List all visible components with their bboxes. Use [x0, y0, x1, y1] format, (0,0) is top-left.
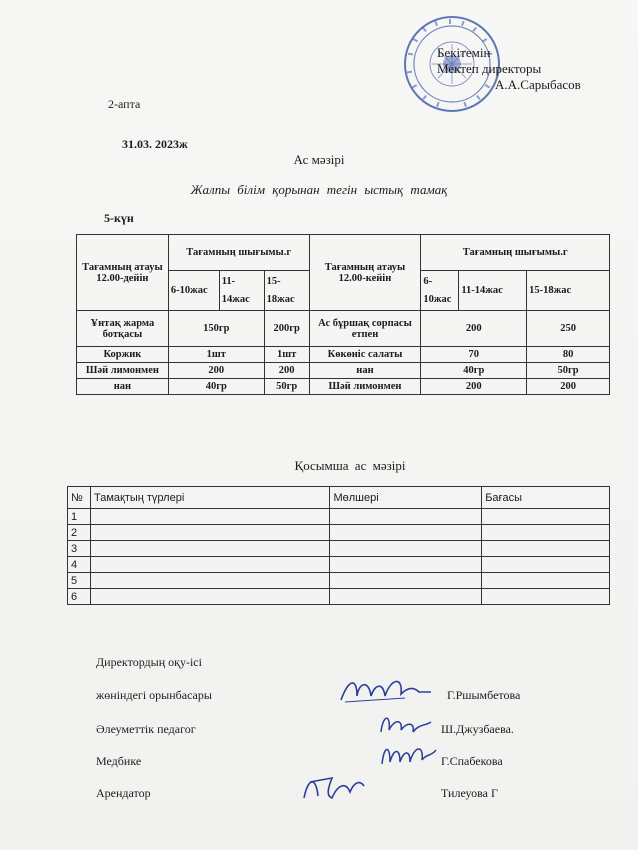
food-name-cell: Шәй лимонмен — [77, 363, 169, 379]
signer-name-2: Ш.Джузбаева. — [441, 722, 514, 736]
approval-line-2: Мектеп директоры — [437, 61, 542, 76]
empty-cell — [482, 557, 610, 573]
approval-line-1: Бекітемін — [437, 45, 491, 60]
table-row — [68, 541, 610, 557]
menu-row — [77, 347, 610, 363]
amount-cell: 200 — [168, 363, 264, 379]
empty-cell — [90, 573, 330, 589]
row-number: 4 — [68, 557, 91, 573]
approval-line-3: А.А.Сарыбасов — [495, 77, 581, 92]
extra-header-number: № — [68, 487, 91, 509]
week-label: 2-апта — [108, 97, 141, 111]
menu-header-food-after: Тағамның атауы 12.00-кейін — [309, 235, 421, 311]
amount-cell: 200 — [527, 379, 610, 395]
menu-header-yield-right: Тағамның шығымы.г — [421, 235, 610, 271]
extra-menu-title: Қосымша ас мәзірі — [294, 458, 406, 473]
age-column-header: 6-10жас — [421, 271, 459, 311]
empty-cell — [482, 541, 610, 557]
amount-cell: 70 — [421, 347, 527, 363]
empty-cell — [482, 509, 610, 525]
signer-role-1-line-1: Директордың оқу-ісі — [96, 655, 202, 669]
table-row — [68, 573, 610, 589]
amount-cell: 80 — [527, 347, 610, 363]
menu-table — [76, 234, 610, 395]
empty-cell — [90, 541, 330, 557]
amount-cell: 1шт — [168, 347, 264, 363]
row-number: 3 — [68, 541, 91, 557]
extra-header-amount: Мөлшері — [330, 487, 482, 509]
amount-cell: 200гр — [264, 311, 309, 347]
table-row — [68, 509, 610, 525]
signer-name-1: Г.Ршымбетова — [447, 688, 521, 702]
signer-role-2: Әлеуметтік педагог — [96, 722, 196, 736]
age-column-header: 11-14жас — [459, 271, 527, 311]
signer-role-4: Арендатор — [96, 786, 151, 800]
amount-cell: 200 — [264, 363, 309, 379]
food-name-cell: Ас бұршақ сорпасы етпен — [309, 311, 421, 347]
empty-cell — [482, 589, 610, 605]
food-name-cell: нан — [309, 363, 421, 379]
age-column-header: 11-14жас — [219, 271, 264, 311]
food-name-cell: Шәй лимонмен — [309, 379, 421, 395]
food-name-cell: нан — [77, 379, 169, 395]
amount-cell: 40гр — [421, 363, 527, 379]
age-column-header: 15-18жас — [527, 271, 610, 311]
amount-cell: 150гр — [168, 311, 264, 347]
empty-cell — [90, 525, 330, 541]
empty-cell — [90, 557, 330, 573]
row-number: 5 — [68, 573, 91, 589]
empty-cell — [482, 573, 610, 589]
amount-cell: 200 — [421, 311, 527, 347]
signer-name-4: Тилеуова Г — [441, 786, 498, 800]
table-row — [68, 525, 610, 541]
menu-row — [77, 379, 610, 395]
day-label: 5-күн — [104, 211, 134, 225]
extra-menu-table — [67, 486, 610, 605]
empty-cell — [330, 509, 482, 525]
empty-cell — [482, 525, 610, 541]
food-name-cell: Ұнтақ жарма ботқасы — [77, 311, 169, 347]
menu-header-yield-left: Тағамның шығымы.г — [168, 235, 309, 271]
menu-header-food-before: Тағамның атауы 12.00-дейін — [77, 235, 169, 311]
row-number: 2 — [68, 525, 91, 541]
extra-header-food-type: Тамақтың түрлері — [90, 487, 330, 509]
menu-row — [77, 363, 610, 379]
empty-cell — [90, 589, 330, 605]
page-title: Ас мәзірі — [293, 152, 345, 167]
empty-cell — [330, 541, 482, 557]
age-column-header: 15-18жас — [264, 271, 309, 311]
menu-row — [77, 311, 610, 347]
amount-cell: 50гр — [527, 363, 610, 379]
amount-cell: 250 — [527, 311, 610, 347]
signature-1-icon — [335, 672, 435, 712]
age-column-header: 6-10жас — [168, 271, 219, 311]
extra-header-price: Бағасы — [482, 487, 610, 509]
empty-cell — [330, 589, 482, 605]
food-name-cell: Коржик — [77, 347, 169, 363]
signature-4-icon — [298, 768, 368, 808]
signer-role-3: Медбике — [96, 754, 142, 768]
page-subtitle: Жалпы білім қорынан тегін ыстық тамақ — [190, 182, 448, 197]
food-name-cell: Көкөніс салаты — [309, 347, 421, 363]
row-number: 1 — [68, 509, 91, 525]
amount-cell: 50гр — [264, 379, 309, 395]
date-label: 31.03. 2023ж — [122, 137, 188, 151]
empty-cell — [330, 573, 482, 589]
table-row — [68, 557, 610, 573]
empty-cell — [90, 509, 330, 525]
signature-3-icon — [378, 738, 438, 774]
amount-cell: 200 — [421, 379, 527, 395]
approval-block — [437, 45, 581, 93]
empty-cell — [330, 557, 482, 573]
amount-cell: 1шт — [264, 347, 309, 363]
signer-role-1-line-2: жөніндегі орынбасары — [96, 688, 212, 702]
table-row — [68, 589, 610, 605]
row-number: 6 — [68, 589, 91, 605]
signature-2-icon — [375, 708, 435, 742]
signer-name-3: Г.Спабекова — [441, 754, 503, 768]
empty-cell — [330, 525, 482, 541]
amount-cell: 40гр — [168, 379, 264, 395]
